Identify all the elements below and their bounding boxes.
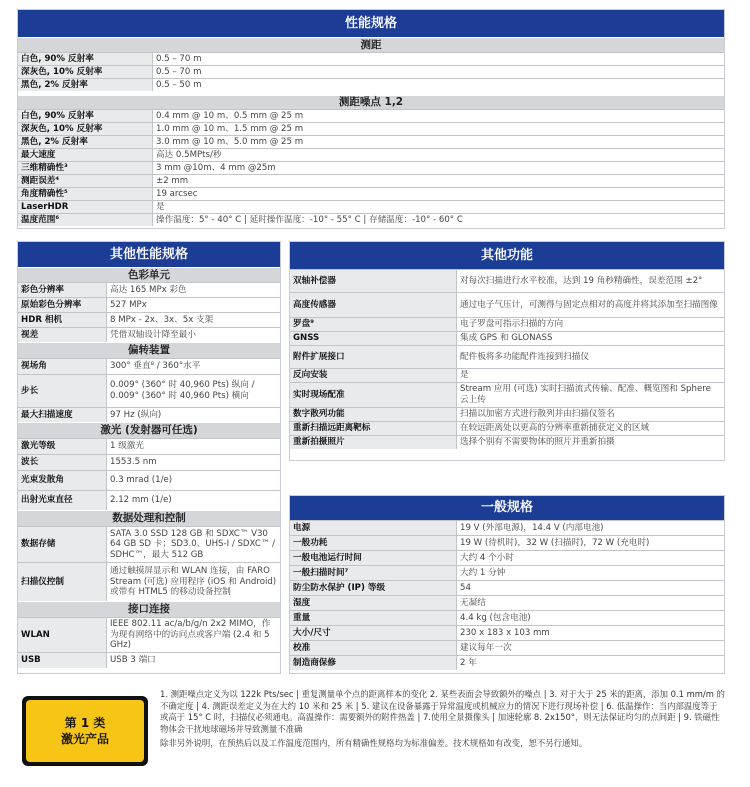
- spec-label: 重新扫描远距离靶标: [290, 422, 457, 435]
- spec-label: 测距误差⁴: [18, 175, 153, 187]
- spec-row: [290, 292, 724, 317]
- spec-value: 通过触摸屏显示和 WLAN 连接，由 FARO Stream (可选) 应用程序 (iOS 和 Android) 或带有 HTML5 的移动设备控制: [110, 566, 277, 598]
- spec-row: [18, 148, 724, 161]
- spec-label: 原始彩色分辨率: [18, 298, 107, 312]
- spec-value: 0.5 – 70 m: [156, 66, 202, 77]
- spec-row: [290, 368, 724, 382]
- spec-row: [18, 135, 724, 148]
- section-header: 接口连接: [18, 601, 280, 617]
- spec-value: SATA 3.0 SSD 128 GB 和 SDXC™ V30 64 GB SD 卡；SD3.0、UHS-I / SDXC™ / SDHC™，最大 512 GB: [110, 528, 276, 560]
- spec-label: 步长: [18, 375, 107, 407]
- spec-value: 对每次扫描进行水平校准，达到 19 角秒精确性，误差范围 ±2°: [460, 275, 703, 286]
- spec-label: 彩色分辨率: [18, 283, 107, 297]
- spec-value: 2.12 mm (1/e): [110, 495, 172, 506]
- ranging-list: [18, 52, 724, 91]
- ranging-header: 测距: [18, 37, 724, 52]
- spec-label: 波长: [18, 455, 107, 470]
- spec-value: 527 MPx: [110, 299, 147, 310]
- spec-label: 数据存储: [18, 527, 107, 562]
- spec-value: 19 V (外部电源)，14.4 V (内部电池): [460, 522, 604, 533]
- spec-label: 黑色, 2% 反射率: [18, 79, 153, 91]
- spec-value: 230 x 183 x 103 mm: [460, 627, 550, 638]
- spec-row: [18, 174, 724, 187]
- spec-value: 0.3 mrad (1/e): [110, 475, 173, 486]
- spec-row: [290, 269, 724, 292]
- spec-label: 制造商保修: [290, 656, 457, 670]
- section-header: 偏转装置: [18, 342, 280, 358]
- spec-value: 8 MPx - 2x、3x、5x 支架: [110, 314, 214, 325]
- spec-label: 一般扫描时间⁷: [290, 566, 457, 580]
- spec-label: 激光等级: [18, 439, 107, 454]
- spec-value: 1 级激光: [110, 441, 144, 452]
- spec-label: 高度传感器: [290, 293, 457, 317]
- spec-row: [290, 610, 724, 625]
- spec-label: 角度精确性⁵: [18, 188, 153, 200]
- spec-row: [290, 421, 724, 435]
- spec-value: 高达 165 MPx 彩色: [110, 284, 187, 295]
- footnotes: [160, 689, 725, 750]
- spec-label: 扫描仪控制: [18, 563, 107, 601]
- spec-value: 1553.5 nm: [110, 457, 157, 468]
- spec-value: ±2 mm: [156, 175, 189, 186]
- spec-label: 湿度: [290, 596, 457, 610]
- spec-label: HDR 相机: [18, 313, 107, 327]
- general-specs-panel: [290, 496, 724, 673]
- spec-row: [290, 565, 724, 580]
- spec-row: [18, 652, 280, 668]
- spec-row: [18, 407, 280, 422]
- spec-value: 操作温度：5° - 40° C | 延时操作温度：-10° - 55° C | 存储温度：-10° - 60° C: [156, 214, 463, 225]
- spec-value: 0.5 – 70 m: [156, 53, 202, 64]
- spec-label: GNSS: [290, 332, 457, 345]
- spec-row: [18, 374, 280, 407]
- spec-label: 出射光束直径: [18, 491, 107, 510]
- noise-list: [18, 109, 724, 148]
- spec-row: [18, 470, 280, 490]
- spec-label: 温度范围⁶: [18, 214, 153, 226]
- spec-value: 19 arcsec: [156, 188, 198, 199]
- spec-row: [18, 122, 724, 135]
- spec-label: 大小/尺寸: [290, 626, 457, 640]
- spec-row: [18, 187, 724, 200]
- spec-row: [18, 161, 724, 174]
- spec-label: 白色, 90% 反射率: [18, 53, 153, 65]
- spec-row: [290, 655, 724, 670]
- spec-row: [18, 297, 280, 312]
- spec-row: [18, 78, 724, 91]
- spec-row: [18, 617, 280, 652]
- laser-class-line2: 激光产品: [60, 732, 109, 746]
- laser-class-badge: [22, 696, 148, 766]
- spec-row: [290, 435, 724, 449]
- spec-value: 4.4 kg (包含电池): [460, 612, 531, 623]
- spec-row: [290, 535, 724, 550]
- spec-value: 高达 0.5MPts/秒: [156, 149, 222, 160]
- spec-label: 视场角: [18, 359, 107, 374]
- spec-label: 电源: [290, 521, 457, 535]
- spec-label: 光束发散角: [18, 471, 107, 490]
- spec-label: 罗盘⁹: [290, 318, 457, 331]
- spec-value: Stream 应用 (可选) 实时扫描流式传输、配准、概览图和 Sphere 云上传: [460, 384, 711, 405]
- spec-row: [18, 454, 280, 470]
- spec-row: [18, 562, 280, 601]
- spec-label: 防尘防水保护 (IP) 等级: [290, 581, 457, 595]
- other-performance-title: 其他性能规格: [18, 242, 280, 267]
- spec-label: 重量: [290, 611, 457, 625]
- spec-row: [18, 52, 724, 65]
- other-performance-panel: [18, 242, 280, 673]
- spec-value: 配件板将多功能配件连接到扫描仪: [460, 351, 589, 362]
- spec-label: 数字散列功能: [290, 408, 457, 421]
- spec-row: [290, 580, 724, 595]
- spec-value: 19 W (待机时)，32 W (扫描时)，72 W (充电时): [460, 537, 650, 548]
- spec-row: [18, 282, 280, 297]
- spec-value: 选择个别有不需要物体的照片并重新拍摄: [460, 437, 615, 448]
- spec-value: IEEE 802.11 ac/a/b/g/n 2x2 MIMO，作为现有网络中的访问点或客户端 (2.4 和 5 GHz): [110, 619, 271, 651]
- spec-value: 0.5 – 50 m: [156, 79, 202, 90]
- spec-label: 实时现场配准: [290, 383, 457, 407]
- spec-label: 三维精确性³: [18, 162, 153, 174]
- spec-value: 集成 GPS 和 GLONASS: [460, 333, 553, 344]
- section-header: 激光 (发射器可任选): [18, 422, 280, 438]
- spec-value: 建议每年一次: [460, 642, 512, 653]
- spec-value: 97 Hz (纵向): [110, 409, 162, 420]
- spec-row: [290, 382, 724, 407]
- spec-label: 重新拍摄照片: [290, 436, 457, 449]
- performance-panel: [18, 10, 724, 228]
- spec-label: LaserHDR: [18, 201, 153, 213]
- spec-row: [18, 312, 280, 327]
- spec-row: [18, 358, 280, 374]
- spec-label: 一般电池运行时间: [290, 551, 457, 565]
- spec-value: 是: [460, 370, 469, 381]
- other-features-title: 其他功能: [290, 242, 724, 269]
- spec-value: 大约 1 分钟: [460, 567, 506, 578]
- spec-label: 双轴补偿器: [290, 270, 457, 292]
- spec-label: 最大速度: [18, 149, 153, 161]
- performance-title: 性能规格: [18, 10, 724, 37]
- footnotes-text: 1. 测距噪点定义为以 122k Pts/sec | 重复测量单个点的距离样本的变化 2. 某些表面会导致额外的噪点 | 3. 对于大于 25 米的距离，添加 0.1 mm/m 的不确定度 | 4. 测距误差定义为在大约 10 米和 25 米 | 5. 建议在设备暴露于异常温度或机械应力的情况下进行现场补偿 | 6. 低温操作：当内部温度等于或高于 15° C 时，扫描仪必须通电。高温操作：需要额外的附件热盖 | 7.使用全景摄像头 | 加速轮廓 8. 2x150°，则无法保证均匀的点间距 | 9. 铁磁性物体会干扰地球磁场并导致测量不准确: [160, 689, 725, 734]
- spec-row: [18, 109, 724, 122]
- spec-value: 在较远距离处以更高的分辨率重新捕获定义的区域: [460, 423, 650, 434]
- spec-row: [290, 331, 724, 345]
- spec-value: 是: [156, 201, 165, 212]
- spec-value: 凭借双轴设计降至最小: [110, 329, 196, 340]
- spec-value: 2 年: [460, 657, 477, 668]
- spec-row: [290, 550, 724, 565]
- spec-value: 通过电子气压计，可测得与固定点相对的高度并将其添加至扫描图像: [460, 299, 718, 310]
- other-features-panel: [290, 242, 724, 460]
- spec-label: 最大扫描速度: [18, 408, 107, 422]
- misc-list: [18, 148, 724, 226]
- spec-row: [290, 625, 724, 640]
- spec-label: 一般功耗: [290, 536, 457, 550]
- spec-label: 附件扩展接口: [290, 346, 457, 368]
- spec-value: 3 mm @10m、4 mm @25m: [156, 162, 276, 173]
- spec-value: 1.0 mm @ 10 m、1.5 mm @ 25 m: [156, 123, 304, 134]
- spec-label: 深灰色, 10% 反射率: [18, 66, 153, 78]
- spec-value: 电子罗盘可指示扫描的方向: [460, 319, 564, 330]
- spec-row: [290, 640, 724, 655]
- spec-label: USB: [18, 653, 107, 668]
- spec-label: 校准: [290, 641, 457, 655]
- spec-row: [18, 213, 724, 226]
- disclaimer: 除非另外说明，在预热后以及工作温度范围内，所有精确性规格均为标准偏差。技术规格如有改变，恕不另行通知。: [160, 738, 588, 748]
- spec-label: 反向安装: [290, 369, 457, 382]
- spec-label: 黑色, 2% 反射率: [18, 136, 153, 148]
- spec-row: [18, 490, 280, 510]
- section-header: 数据处理和控制: [18, 510, 280, 526]
- spec-row: [290, 317, 724, 331]
- spec-value: 3.0 mm @ 10 m、5.0 mm @ 25 m: [156, 136, 304, 147]
- spec-row: [290, 520, 724, 535]
- spec-row: [18, 438, 280, 454]
- section-header: 色彩单元: [18, 267, 280, 282]
- spec-row: [18, 327, 280, 342]
- spec-label: 视差: [18, 328, 107, 342]
- spec-row: [18, 200, 724, 213]
- spec-row: [290, 345, 724, 368]
- general-specs-title: 一般规格: [290, 496, 724, 520]
- spec-value: 扫描以加密方式进行散列并由扫描仪签名: [460, 409, 615, 420]
- spec-value: USB 3 端口: [110, 655, 156, 666]
- spec-label: WLAN: [18, 618, 107, 652]
- spec-value: 0.009° (360° 时 40,960 Pts) 纵向 / 0.009° (360° 时 40,960 Pts) 横向: [110, 380, 255, 401]
- spec-label: 白色, 90% 反射率: [18, 110, 153, 122]
- spec-row: [18, 65, 724, 78]
- spec-value: 大约 4 个小时: [460, 552, 514, 563]
- spec-value: 无凝结: [460, 597, 486, 608]
- spec-row: [290, 407, 724, 421]
- spec-value: 0.4 mm @ 10 m、0.5 mm @ 25 m: [156, 110, 304, 121]
- spec-label: 深灰色, 10% 反射率: [18, 123, 153, 135]
- spec-row: [290, 595, 724, 610]
- spec-value: 54: [460, 582, 471, 593]
- noise-header: 测距噪点 1,2: [18, 95, 724, 109]
- laser-class-label: [26, 700, 144, 762]
- spec-row: [18, 526, 280, 562]
- laser-class-line1: 第 1 类: [64, 716, 106, 730]
- spec-value: 300° 垂直⁸ / 360°水平: [110, 361, 201, 372]
